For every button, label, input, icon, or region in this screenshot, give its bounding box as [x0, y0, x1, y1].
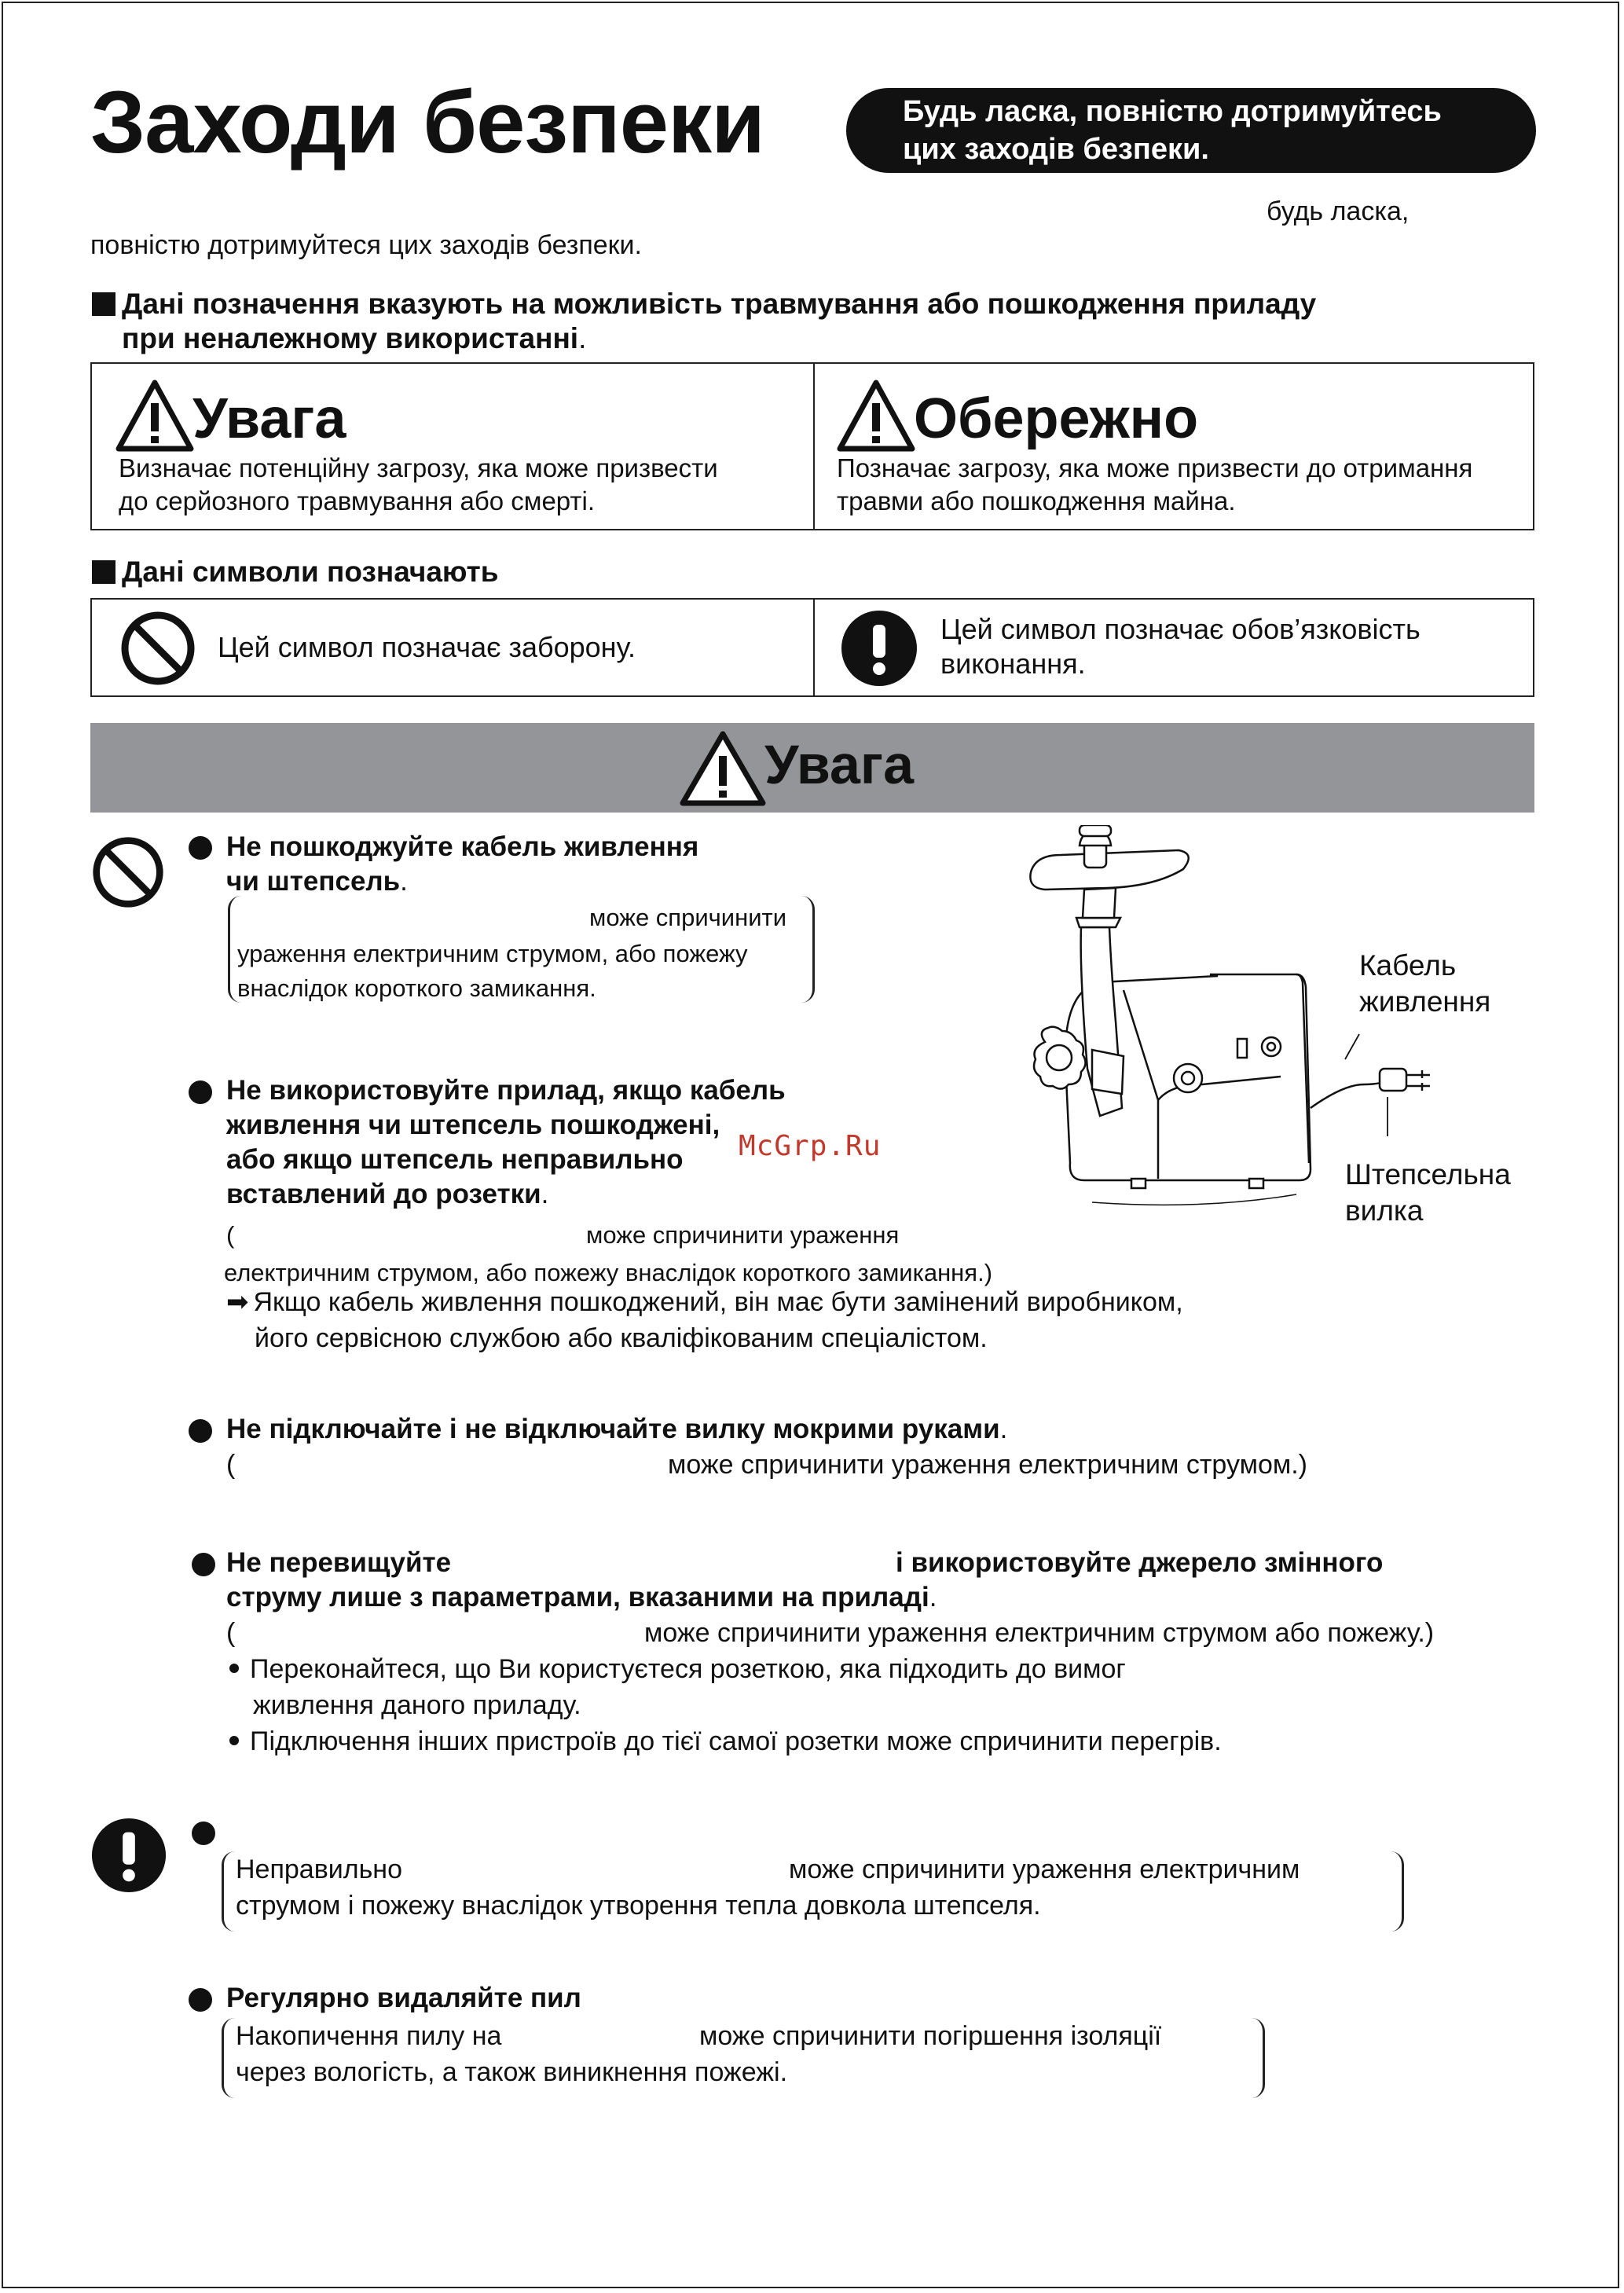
item3-title-text: Не підключайте і не відключайте вилку мокрими руками	[226, 1414, 1000, 1444]
table-divider	[813, 364, 815, 529]
caution-line-1: Позначає загрозу, яка може призвести до отримання	[837, 453, 1473, 482]
section-heading-line-2-period: .	[578, 322, 587, 354]
round-bullet-icon	[189, 836, 212, 860]
item4-bullet-1-line-2: живлення даного приладу.	[253, 1690, 581, 1720]
pill-line-1: Будь ласка, повністю дотримуйтесь	[903, 95, 1442, 128]
band-title: Увага	[764, 734, 915, 795]
cable-label-line-2: живлення	[1359, 985, 1491, 1018]
warning-cell-text	[119, 452, 718, 518]
item1-text-3: внаслідок короткого замикання.	[237, 974, 596, 1002]
warning-section-band	[90, 723, 1534, 813]
section-heading-marks	[92, 287, 1316, 356]
item6-text-1b: може спричинити погіршення ізоляції	[699, 2021, 1162, 2051]
round-bullet-icon	[192, 1553, 215, 1576]
mandatory-line-1: Цей символ позначає обов’язковість	[940, 613, 1421, 645]
caution-cell-text	[837, 452, 1472, 518]
bracket-left	[222, 2018, 235, 2098]
symbols-heading-text: Дані символи позначають	[122, 556, 499, 588]
square-bullet-icon	[92, 292, 115, 316]
item2-arrow-line-2: його сервісною службою або кваліфікованим спеціалістом.	[255, 1323, 988, 1353]
item1-title	[226, 830, 698, 899]
plug-label-line-1: Штепсельна	[1345, 1158, 1511, 1191]
caution-cell-title: Обережно	[914, 387, 1199, 450]
item2-title-line-1: Не використовуйте прилад, якщо кабель	[226, 1075, 786, 1106]
symbols-heading	[92, 555, 498, 589]
warning-line-2: до серйозного травмування або смерті.	[119, 486, 596, 515]
warning-line-1: Визначає потенційну загрозу, яка може призвести	[119, 453, 718, 482]
item4-title-line-2: струму лише з параметрами, вказаними на приладі	[226, 1582, 929, 1612]
mandatory-icon	[840, 609, 918, 688]
item1-explanation	[228, 896, 815, 1006]
bracket-right	[801, 896, 815, 1003]
item2-title-line-3: або якщо штепсель неправильно	[226, 1144, 684, 1175]
round-bullet-icon	[192, 1822, 215, 1845]
item6-text-2: через вологість, а також виникнення пожежі.	[236, 2057, 788, 2087]
plug-label	[1345, 1157, 1511, 1229]
item5-explanation	[222, 1851, 1404, 1935]
item6-title: Регулярно видаляйте пил	[226, 1983, 581, 2013]
prohibition-icon	[119, 609, 197, 688]
item5-text-2: струмом і пожежу внаслідок утворення тепла довкола штепселя.	[236, 1891, 1041, 1921]
item6-text-1a: Накопичення пилу на	[236, 2021, 502, 2051]
caution-triangle-icon	[835, 378, 917, 453]
item3-paren: (	[226, 1450, 236, 1480]
item6-explanation	[222, 2018, 1265, 2101]
bracket-left	[222, 1851, 235, 1932]
item4-paren: (	[226, 1618, 236, 1648]
small-bullet-icon	[229, 1664, 239, 1673]
header-pill-notice	[846, 88, 1536, 173]
cable-label-line-1: Кабель	[1359, 949, 1457, 981]
item2-paren: (	[226, 1221, 235, 1249]
symbols-table	[90, 598, 1534, 697]
intro-text-left: повністю дотримуйтеся цих заходів безпеки.	[90, 230, 642, 260]
item4-title-part-b: і використовуйте джерело змінного	[896, 1547, 1384, 1578]
round-bullet-icon	[189, 1080, 212, 1104]
hopper-tray-shape	[1030, 850, 1188, 890]
item5-text-1a: Неправильно	[236, 1855, 402, 1884]
item4-text: може спричинити ураження електричним струмом або пожежу.)	[644, 1618, 1435, 1648]
item5-text-1b: може спричинити ураження електричним	[789, 1855, 1300, 1884]
caution-line-2: травми або пошкодження майна.	[837, 486, 1236, 515]
bracket-right	[1252, 2018, 1265, 2098]
item4-title-part-a: Не перевищуйте	[226, 1547, 452, 1578]
item1-title-period: .	[400, 866, 408, 897]
item1-text-1: може спричинити	[589, 904, 787, 931]
mandatory-line-2: виконання.	[940, 648, 1086, 680]
warning-cell-title: Увага	[192, 387, 346, 450]
item3-text: може спричинити ураження електричним струмом.)	[668, 1450, 1308, 1480]
item2-note-1: може спричинити ураження	[586, 1221, 900, 1249]
item2-title-period: .	[541, 1179, 549, 1209]
item3-title-period: .	[999, 1414, 1008, 1444]
item2-title-line-4: вставлений до розетки	[226, 1179, 541, 1209]
item4-title-period: .	[929, 1582, 937, 1612]
table-divider	[813, 600, 815, 695]
item1-title-line-1: Не пошкоджуйте кабель живлення	[226, 831, 699, 862]
bracket-right	[1391, 1851, 1404, 1932]
plug-shape	[1380, 1069, 1430, 1091]
signal-word-table	[90, 362, 1534, 530]
plug-label-line-2: вилка	[1345, 1194, 1424, 1227]
item4-bullets	[229, 1651, 1222, 1759]
round-bullet-icon	[189, 1419, 212, 1443]
small-bullet-icon	[229, 1736, 239, 1745]
item2-arrow-line-1: Якщо кабель живлення пошкоджений, він має бути замінений виробником,	[253, 1287, 1183, 1317]
warning-triangle-icon	[678, 729, 768, 808]
mandatory-text	[940, 612, 1421, 681]
item1-text-2: ураження електричним струмом, або пожежу	[237, 940, 748, 967]
warning-triangle-icon	[114, 378, 196, 453]
section-heading-line-2: при неналежному використанні	[122, 322, 579, 354]
item4-bullet-1-line-1: Переконайтеся, що Ви користуєтеся розеткою, яка підходить до вимог	[250, 1654, 1126, 1684]
item2-note-2: електричним струмом, або пожежу внаслідок короткого замикання.)	[224, 1259, 993, 1286]
round-bullet-icon	[189, 1988, 212, 2012]
pill-line-2: цих заходів безпеки.	[903, 133, 1209, 166]
item2-title-line-2: живлення чи штепсель пошкоджені,	[226, 1110, 720, 1140]
item1-title-line-2: чи штепсель	[226, 866, 401, 897]
section-heading-line-1: Дані позначення вказують на можливість травмування або пошкодження приладу	[122, 288, 1317, 320]
prohibition-text: Цей символ позначає заборону.	[218, 631, 636, 663]
page-title: Заходи безпеки	[90, 73, 764, 171]
item3-title	[226, 1412, 1007, 1447]
prohibition-icon	[90, 835, 166, 910]
cable-label	[1359, 948, 1490, 1020]
item2-arrow-note	[226, 1284, 1183, 1356]
arrow-right-icon: ➡	[226, 1287, 249, 1317]
item4-bullet-2: Підключення інших пристроїв до тієї самої розетки може спричинити перегрів.	[250, 1726, 1222, 1756]
item2-title	[226, 1073, 786, 1212]
watermark: McGrp.Ru	[739, 1130, 882, 1162]
square-bullet-icon	[92, 560, 115, 584]
intro-text-right: будь ласка,	[1267, 196, 1410, 226]
mandatory-icon	[90, 1817, 167, 1894]
